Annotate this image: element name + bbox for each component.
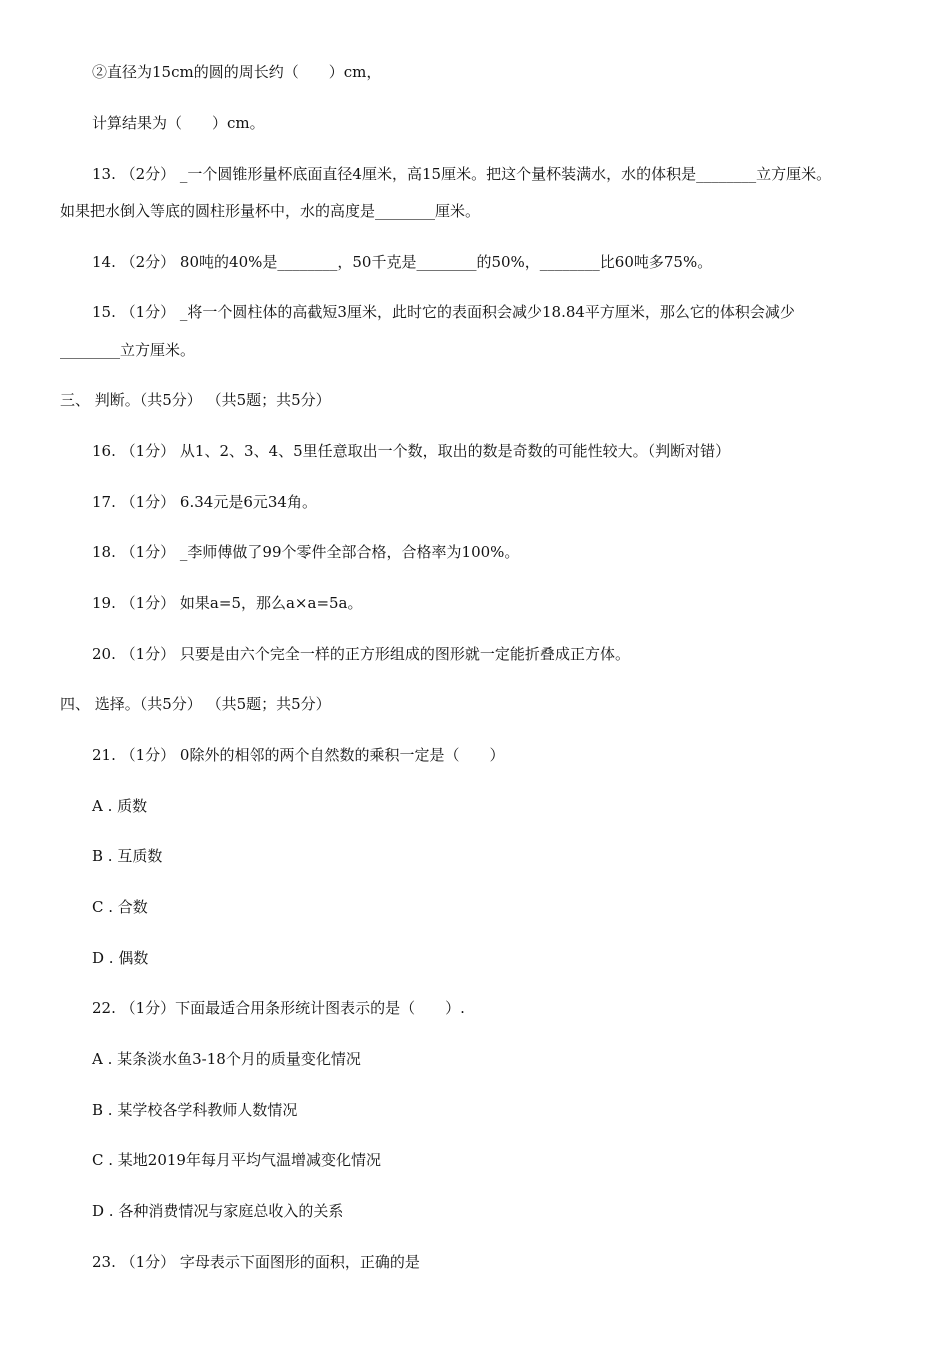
q14-line: 14. （2分） 80吨的40%是________，50千克是________的50%，________比60吨多75%。	[92, 253, 713, 271]
q22-option-d: D . 各种消费情况与家庭总收入的关系	[92, 1202, 344, 1220]
q13-line-1: 13. （2分） _一个圆锥形量杯底面直径4厘米，高15厘米。把这个量杯装满水，水的体积是________立方厘米。	[92, 165, 832, 183]
q21-option-c: C . 合数	[92, 898, 148, 916]
q21-option-a: A . 质数	[92, 797, 148, 815]
q18-line: 18. （1分） _李师傅做了99个零件全部合格，合格率为100%。	[92, 543, 520, 561]
q22-line: 22. （1分）下面最适合用条形统计图表示的是（ ）.	[92, 999, 465, 1017]
q21-option-b: B . 互质数	[92, 847, 163, 865]
q17-line: 17. （1分） 6.34元是6元34角。	[92, 493, 317, 511]
q13-line-2: 如果把水倒入等底的圆柱形量杯中，水的高度是________厘米。	[60, 202, 481, 220]
q12-result-line: 计算结果为（ ）cm。	[92, 114, 265, 132]
q22-option-a: A . 某条淡水鱼3-18个月的质量变化情况	[92, 1050, 361, 1068]
q12-sub2-line: ②直径为15cm的圆的周长约（ ）cm，	[92, 63, 382, 81]
q19-line: 19. （1分） 如果a=5，那么a×a=5a。	[92, 594, 363, 612]
q22-option-c: C . 某地2019年每月平均气温增减变化情况	[92, 1151, 381, 1169]
q20-line: 20. （1分） 只要是由六个完全一样的正方形组成的图形就一定能折叠成正方体。	[92, 645, 630, 663]
q21-option-d: D . 偶数	[92, 949, 149, 967]
q16-line: 16. （1分） 从1、2、3、4、5里任意取出一个数，取出的数是奇数的可能性较大。（判断对错）	[92, 442, 731, 460]
q21-line: 21. （1分） 0除外的相邻的两个自然数的乘积一定是（ ）	[92, 746, 505, 764]
q15-line-2: ________立方厘米。	[60, 341, 196, 359]
q23-line: 23. （1分） 字母表示下面图形的面积，正确的是	[92, 1253, 420, 1271]
section-3-heading: 三、 判断。（共5分） （共5题；共5分）	[60, 391, 331, 409]
q15-line-1: 15. （1分） _将一个圆柱体的高截短3厘米，此时它的表面积会减少18.84平方厘米，那么它的体积会减少	[92, 303, 795, 321]
q22-option-b: B . 某学校各学科教师人数情况	[92, 1101, 298, 1119]
section-4-heading: 四、 选择。（共5分） （共5题；共5分）	[60, 695, 331, 713]
